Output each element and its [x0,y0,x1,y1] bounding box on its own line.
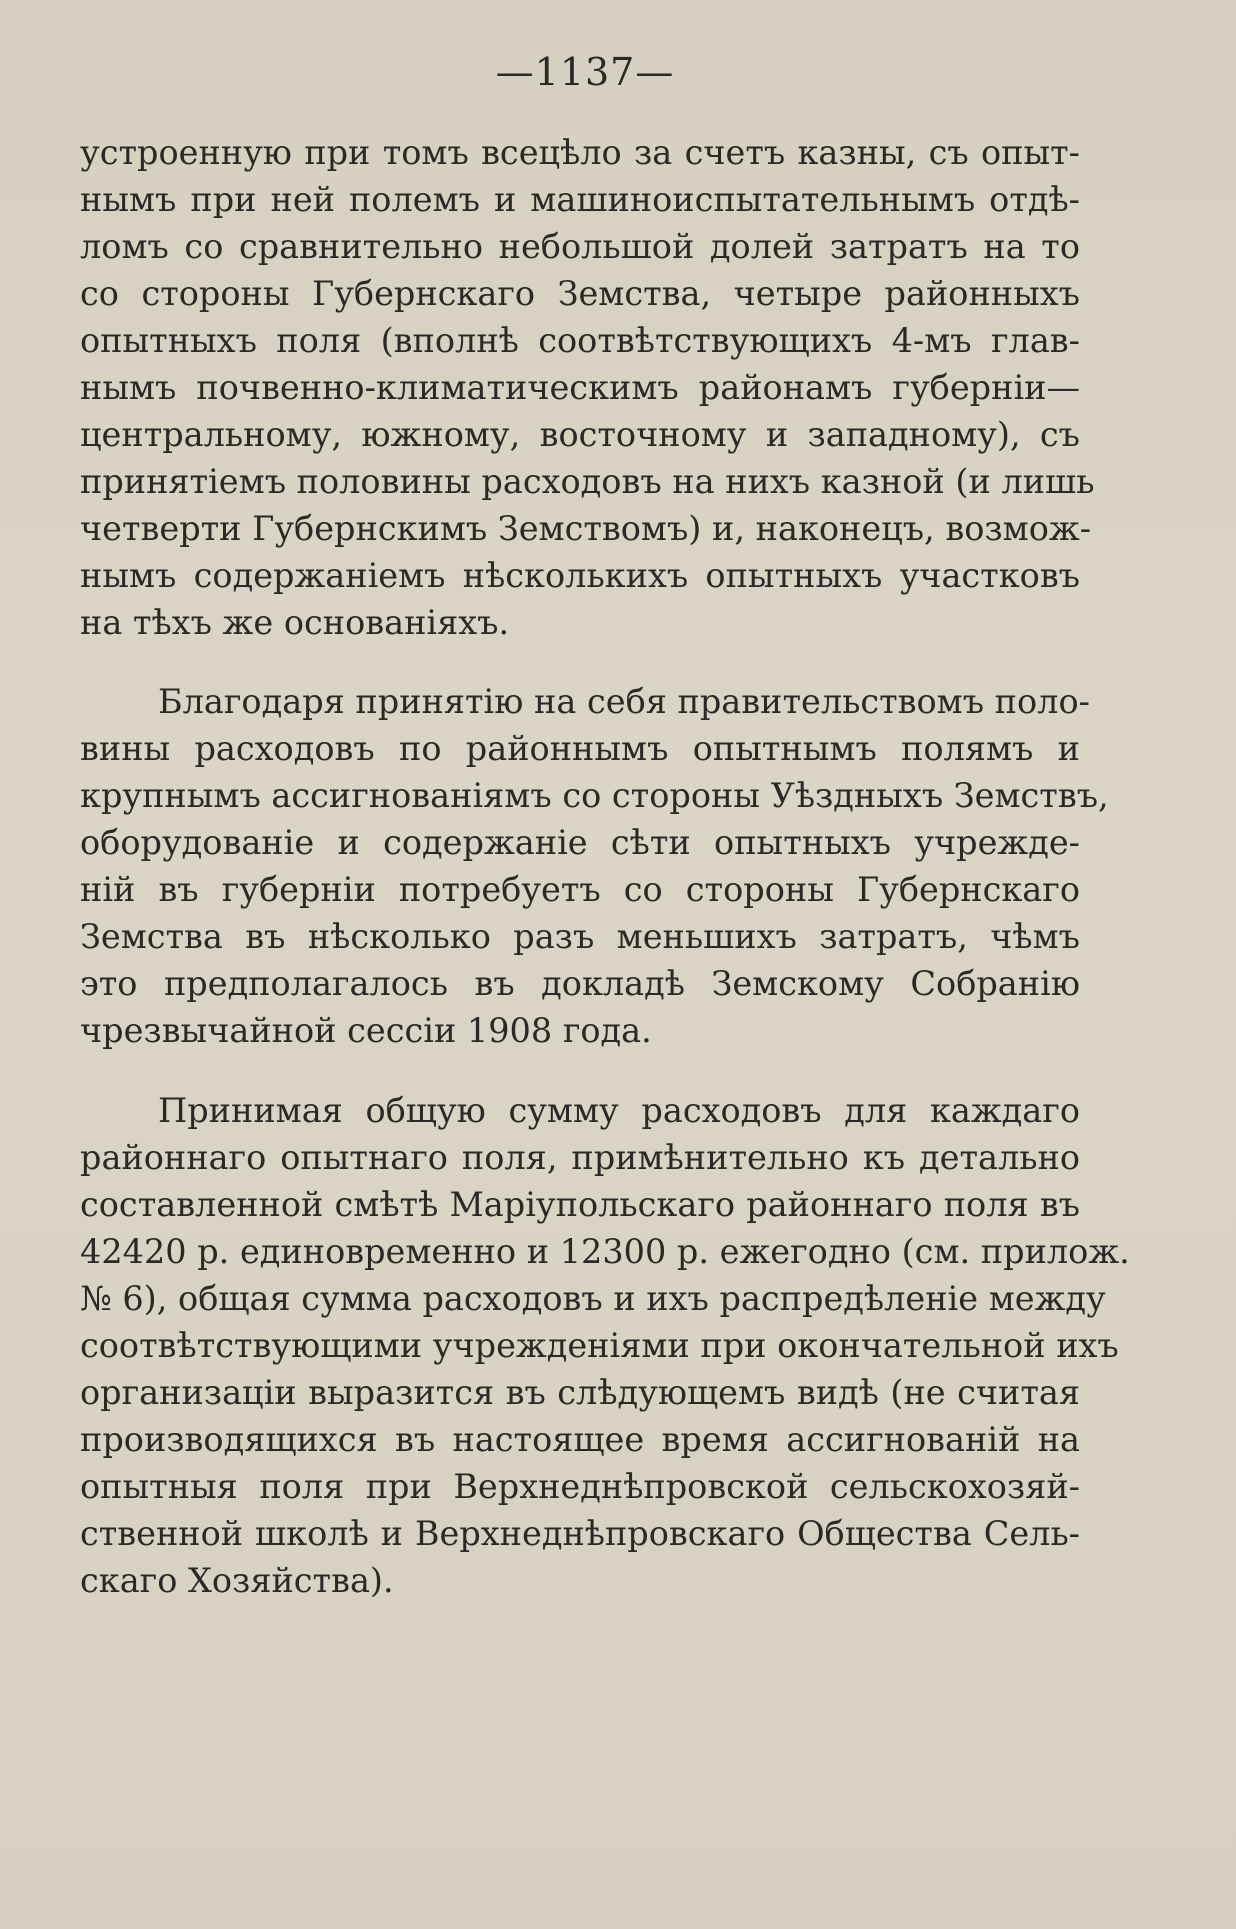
text-line: центральному, южному, восточному и западному), съ [80,415,1080,454]
text-line: вины расходовъ по районнымъ опытнымъ полямъ и [80,729,1080,768]
text-line: принятіемъ половины расходовъ на нихъ казной (и лишь [80,462,1095,501]
text-line: со стороны Губернскаго Земства, четыре районныхъ [80,274,1080,313]
text-line: четверти Губернскимъ Земствомъ) и, наконецъ, возмож- [80,509,1092,548]
text-line: скаго Хозяйства). [80,1561,394,1600]
text-line: на тѣхъ же основаніяхъ. [80,603,510,642]
text-line: составленной смѣтѣ Маріупольскаго районнаго поля въ [80,1185,1080,1224]
text-line: Благодаря принятію на себя правительствомъ поло- [158,682,1090,721]
text-line: производящихся въ настоящее время ассигнованій на [80,1420,1080,1459]
text-line: Земства въ нѣсколько разъ меньшихъ затратъ, чѣмъ [80,917,1080,956]
text-line: 42420 р. единовременно и 12300 р. ежегодно (см. прилож. [80,1232,1130,1271]
text-line: опытныхъ поля (вполнѣ соотвѣтствующихъ 4-мъ глав- [80,321,1080,360]
paragraph-2 [80,678,1109,1054]
text-line: Принимая общую сумму расходовъ для каждаго [158,1091,1080,1130]
show-through-text [1198,120,1228,1680]
text-line: крупнымъ ассигнованіямъ со стороны Уѣздныхъ Земствъ, [80,776,1109,815]
text-line: нымъ содержаніемъ нѣсколькихъ опытныхъ участковъ [80,556,1080,595]
text-line: ломъ со сравнительно небольшой долей затратъ на то [80,227,1080,266]
text-line: районнаго опытнаго поля, примѣнительно къ детально [80,1138,1080,1177]
text-line: соотвѣтствующими учрежденіями при окончательной ихъ [80,1326,1119,1365]
text-line: это предполагалось въ докладѣ Земскому Собранію [80,964,1080,1003]
text-line: ній въ губерніи потребуетъ со стороны Губернскаго [80,870,1080,909]
text-line: организаціи выразится въ слѣдующемъ видѣ (не считая [80,1373,1080,1412]
text-line: № 6), общая сумма расходовъ и ихъ распредѣленіе между [80,1279,1106,1318]
text-line: нымъ почвенно-климатическимъ районамъ губерніи— [80,368,1080,407]
text-line: опытныя поля при Верхнеднѣпровской сельскохозяй- [80,1467,1080,1506]
text-line: устроенную при томъ всецѣло за счетъ казны, съ опыт- [80,133,1080,172]
text-line: ственной школѣ и Верхнеднѣпровскаго Общества Сель- [80,1514,1080,1553]
paragraph-3 [80,1087,1130,1604]
text-line: нымъ при ней полемъ и машиноиспытательнымъ отдѣ- [80,180,1080,219]
text-line: оборудованіе и содержаніе сѣти опытныхъ учрежде- [80,823,1080,862]
page-number: —1137— [495,50,675,94]
text-line: чрезвычайной сессіи 1908 года. [80,1011,652,1050]
paragraph-1 [80,129,1095,646]
